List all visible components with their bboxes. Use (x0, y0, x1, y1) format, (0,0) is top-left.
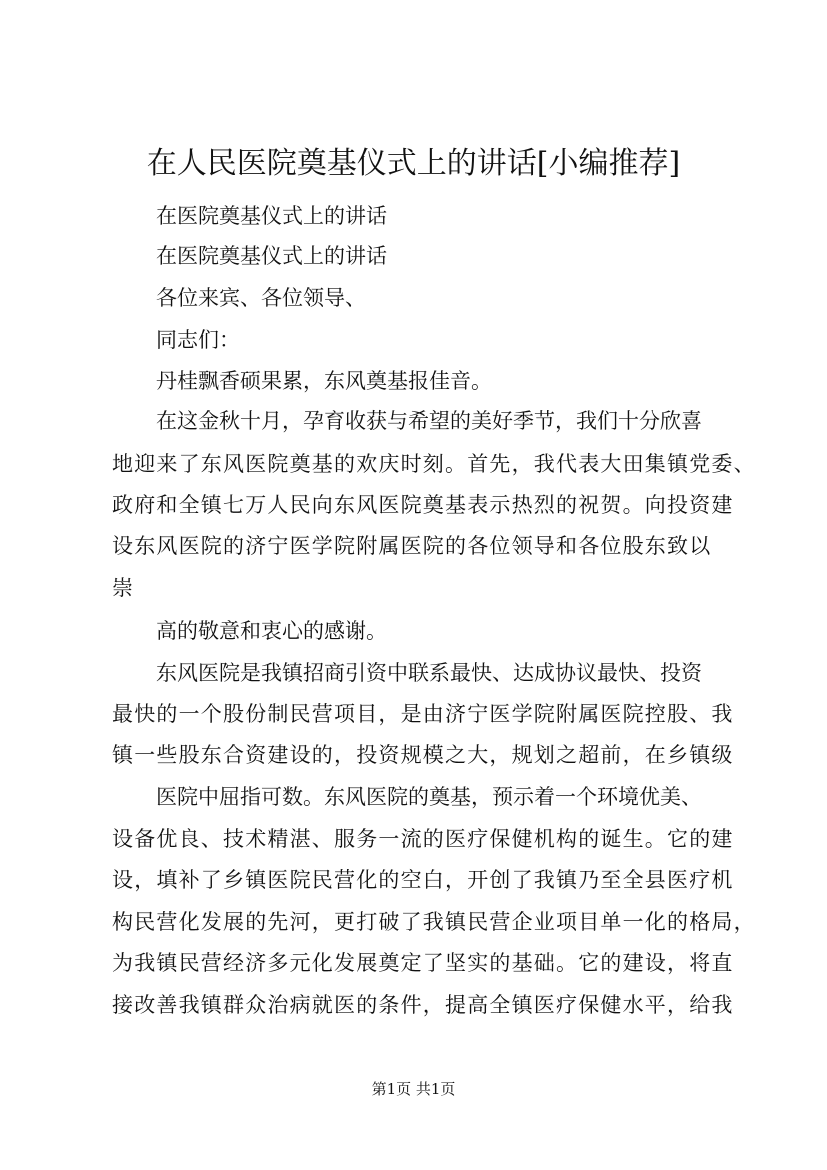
page-footer: 第1页 共1页 (371, 1080, 456, 1098)
paragraph-line: 设备优良、技术精湛、服务一流的医疗保健机构的诞生。它的建 (112, 827, 734, 851)
paragraph-line: 同志们： (156, 328, 240, 352)
paragraph-line: 在这金秋十月，孕育收获与希望的美好季节，我们十分欣喜 (156, 409, 702, 433)
paragraph-line: 镇一些股东合资建设的，投资规模之大，规划之超前，在乡镇级 (112, 743, 734, 767)
paragraph-line: 在医院奠基仪式上的讲话 (156, 244, 387, 268)
paragraph-line: 医院中屈指可数。东风医院的奠基，预示着一个环境优美、 (156, 785, 702, 809)
paragraph-line: 地迎来了东风医院奠基的欢庆时刻。首先，我代表大田集镇党委、 (112, 452, 756, 476)
paragraph-line: 东风医院是我镇招商引资中联系最快、达成协议最快、投资 (156, 661, 702, 685)
paragraph-line: 在医院奠基仪式上的讲话 (156, 204, 387, 228)
paragraph-line: 最快的一个股份制民营项目，是由济宁医学院附属医院控股、我 (112, 702, 734, 726)
paragraph-line: 接改善我镇群众治病就医的条件，提高全镇医疗保健水平，给我 (112, 993, 734, 1017)
paragraph-line: 高的敬意和衷心的感谢。 (156, 619, 387, 643)
paragraph-line: 构民营化发展的先河，更打破了我镇民营企业项目单一化的格局， (112, 910, 756, 934)
paragraph-line: 为我镇民营经济多元化发展奠定了坚实的基础。它的建设，将直 (112, 951, 734, 975)
paragraph-line: 崇 (112, 576, 135, 600)
paragraph-line: 丹桂飘香硕果累，东风奠基报佳音。 (156, 369, 492, 393)
paragraph-line: 设，填补了乡镇医院民营化的空白，开创了我镇乃至全县医疗机 (112, 868, 734, 892)
document-title: 在人民医院奠基仪式上的讲话[小编推荐] (146, 146, 681, 181)
paragraph-line: 各位来宾、各位领导、 (156, 286, 366, 310)
paragraph-line: 设东风医院的济宁医学院附属医院的各位领导和各位股东致以 (112, 534, 712, 558)
paragraph-line: 政府和全镇七万人民向东风医院奠基表示热烈的祝贺。向投资建 (112, 493, 734, 517)
